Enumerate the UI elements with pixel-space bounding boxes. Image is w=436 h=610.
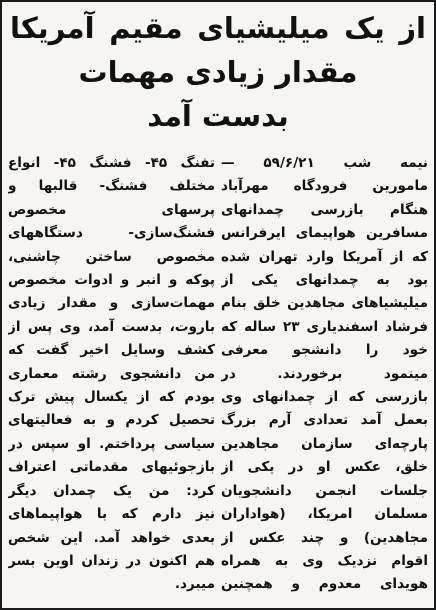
- text-line: سیاسی پرداختم. او سپس در: [8, 435, 215, 452]
- headline-line: بدست آمد: [147, 99, 289, 133]
- text-line: هنگام بازرسی چمدانهای: [221, 201, 428, 218]
- text-line: مسافرین هواپیمای ایرفرانس: [221, 225, 428, 242]
- text-line: فشنگ‌سازی- دستگاههای: [8, 225, 215, 242]
- text-line: تفنگ ۴۵- فشنگ ۴۵- انواع: [8, 155, 215, 171]
- text-line: نیز دارم که با هواپیماهای: [8, 506, 215, 523]
- text-line: مسلمان امریکا، (هواداران: [221, 506, 428, 523]
- text-line: بودم که از یکسال پیش ترک: [8, 389, 215, 406]
- text-line: اقوام نزدیک وی به همراه: [221, 552, 428, 569]
- text-line: مخصوص ساختن چاشنی،: [8, 248, 215, 265]
- text-line: پوکه و انبر و ادوات مخصوص: [8, 272, 215, 289]
- text-line: بعدی خواهد آمد. این شخص: [8, 529, 215, 546]
- text-line: مهمات‌سازی و مقدار زیادی: [8, 295, 215, 312]
- text-line: بعمل آمد تعدادی آرم بزرگ: [221, 412, 428, 429]
- text-line: فرشاد اسفندیاری ۲۳ ساله که: [221, 318, 428, 335]
- text-line: مجاهدین) و چند عکس از: [221, 529, 428, 546]
- text-line: بازرسی که از چمدانهای وی: [221, 389, 428, 406]
- text-line: جلسات انجمن دانشجویان: [221, 482, 428, 499]
- left-column: [8, 152, 215, 602]
- text-line: بود به چمدانهای یکی از: [221, 272, 428, 289]
- headline-line: از یک میلیشیای مقیم آمریکا: [10, 11, 426, 45]
- text-line: پرسهای مخصوص: [8, 201, 215, 218]
- text-line: کشف وسایل اخیر گفت که: [8, 342, 215, 359]
- text-line: میلیشیاهای مجاهدین خلق بنام: [221, 295, 428, 312]
- text-line: مختلف فشنگ- قالبها و: [8, 178, 215, 195]
- text-line: مامورین فرودگاه مهرآباد: [221, 178, 428, 195]
- text-line: که از آمریکا وارد تهران شده: [221, 248, 428, 265]
- right-column: [221, 152, 428, 602]
- text-line: میبرد.: [174, 576, 215, 593]
- text-line: خود را دانشجو معرفی: [221, 342, 428, 359]
- headline-line: مقدار زیادی مهمات: [78, 55, 358, 89]
- text-line: بازجوئیهای مقدماتی اعتراف: [8, 459, 215, 476]
- text-line: خلق، عکس او در یکی از: [221, 459, 428, 476]
- article-body: [8, 152, 428, 602]
- text-line: کرد: من یک چمدان دیگر: [8, 482, 215, 499]
- text-line: باروت، بدست آمد، وی پس از: [8, 318, 215, 335]
- text-line: هم اکنون در زندان اوین بسر: [8, 552, 215, 569]
- text-line: پارچه‌ای سازمان مجاهدین: [221, 435, 428, 452]
- text-line: تحصیل کردم و به فعالیتهای: [8, 412, 215, 429]
- text-line: من دانشجوی رشته معماری: [8, 365, 215, 382]
- text-line: نیمه شب ۵۹/۶/۲۱ —: [221, 155, 428, 171]
- headline: [10, 6, 426, 138]
- text-line: هویدای معدوم و همچنین: [221, 576, 428, 593]
- text-line: مینمود برخوردند. در: [221, 365, 428, 382]
